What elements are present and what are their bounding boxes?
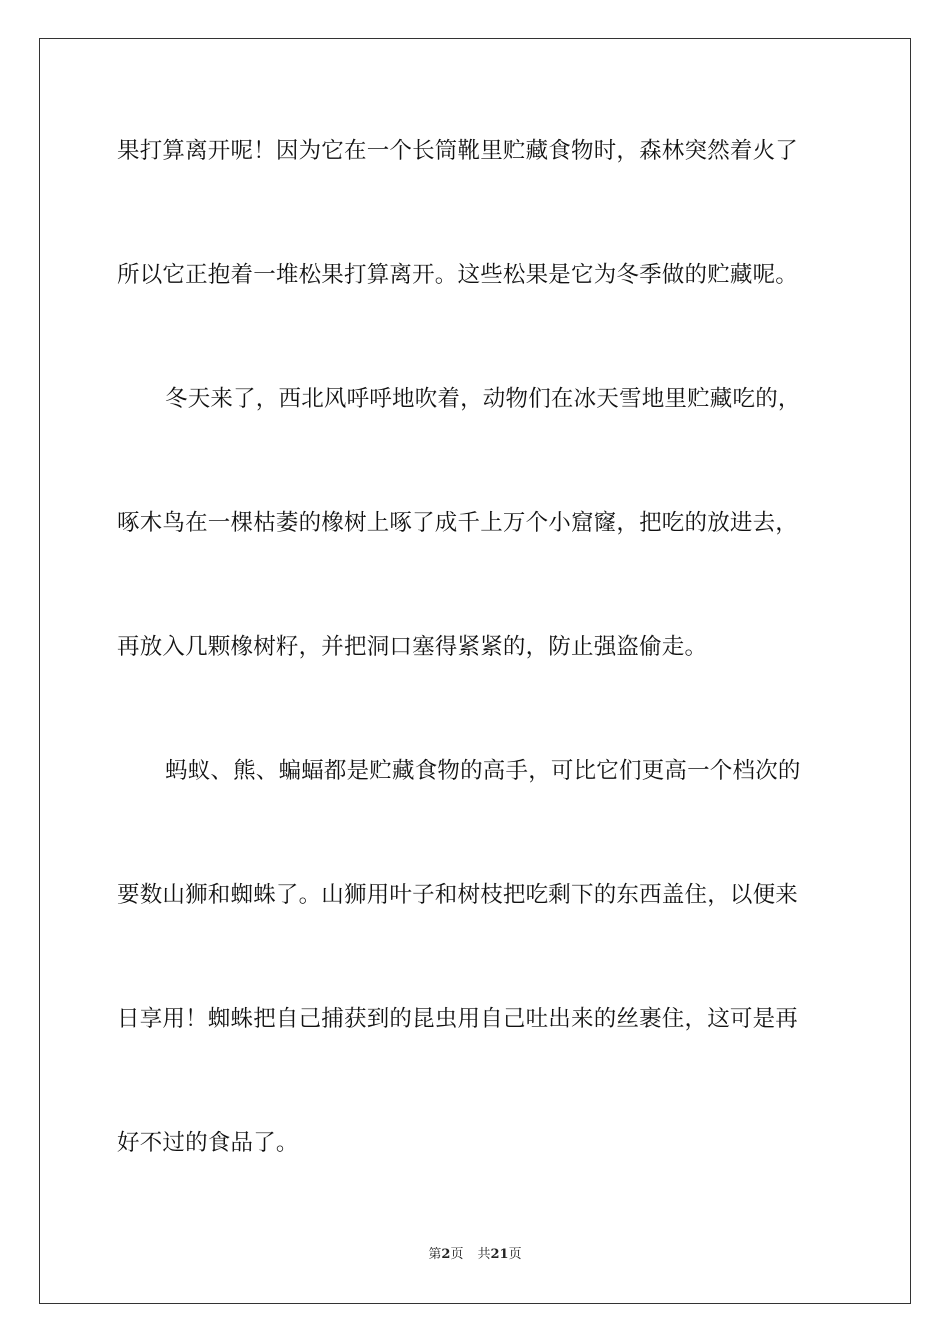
paragraph-line: 蚂蚁、熊、蝙蝠都是贮藏食物的高手，可比它们更高一个档次的 [165, 758, 801, 784]
page-footer [0, 1246, 950, 1264]
footer-page-suffix: 页 [450, 1247, 464, 1262]
paragraph-line: 啄木鸟在一棵枯萎的橡树上啄了成千上万个小窟窿，把吃的放进去， [117, 510, 799, 536]
page-border [39, 38, 911, 1304]
paragraph-line: 所以它正抱着一堆松果打算离开。这些松果是它为冬季做的贮藏呢。 [117, 262, 799, 288]
paragraph-line: 日享用！蜘蛛把自己捕获到的昆虫用自己吐出来的丝裹住，这可是再 [117, 1006, 799, 1032]
paragraph-line: 好不过的食品了。 [117, 1130, 299, 1156]
footer-page-prefix: 第 [428, 1247, 442, 1262]
paragraph-line: 要数山狮和蜘蛛了。山狮用叶子和树枝把吃剩下的东西盖住，以便来 [117, 882, 799, 908]
paragraph-line: 再放入几颗橡树籽，并把洞口塞得紧紧的，防止强盗偷走。 [117, 634, 708, 660]
footer-total-prefix: 共 [477, 1247, 491, 1262]
footer-page-number: 2 [441, 1247, 451, 1262]
footer-total-number: 21 [490, 1247, 509, 1262]
paragraph-line: 果打算离开呢！因为它在一个长筒靴里贮藏食物时，森林突然着火了 [117, 138, 799, 164]
paragraph-line: 冬天来了，西北风呼呼地吹着，动物们在冰天雪地里贮藏吃的， [165, 386, 801, 412]
footer-total-suffix: 页 [508, 1247, 522, 1262]
